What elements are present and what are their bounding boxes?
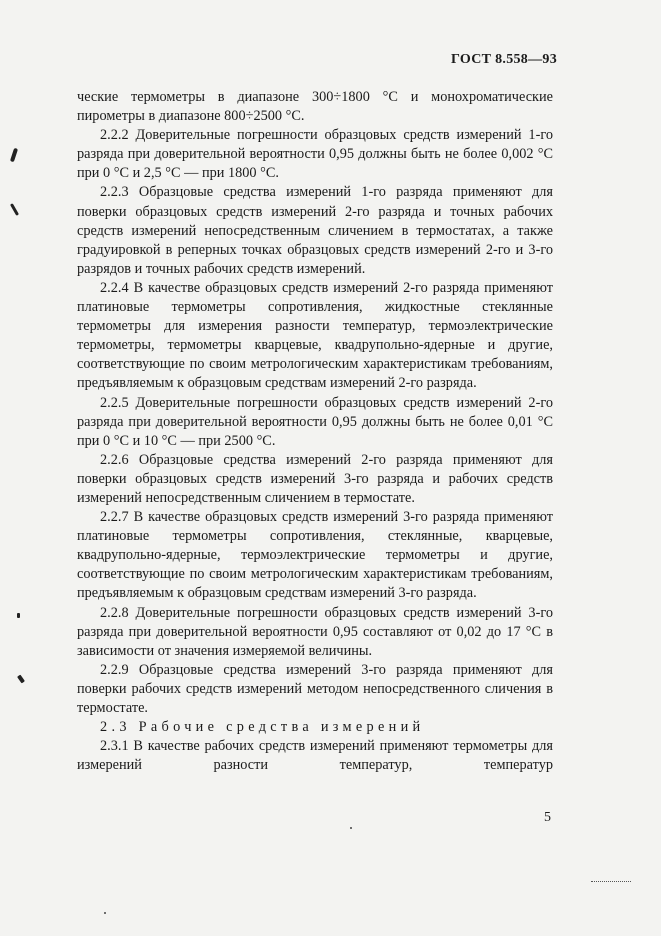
paragraph-2-2-6: 2.2.6 Образцовые средства измерений 2-го разряда применяют для поверки образцовых средств измерений 3-го разряда и рабочих средств измерений непосредственным сличением в термостате. — [77, 451, 553, 506]
paragraph-continuation: ческие термометры в диапазоне 300÷1800 °С и монохроматические пирометры в диапазоне 800÷2500 °С. — [77, 89, 553, 125]
document-body — [77, 88, 553, 775]
scan-dotted-artifact — [591, 881, 631, 882]
margin-pen-mark — [17, 675, 25, 684]
margin-pen-mark — [10, 148, 18, 163]
margin-pen-mark — [10, 203, 19, 216]
paragraph-2-2-7: 2.2.7 В качестве образцовых средств измерений 3-го разряда применяют платиновые термометры сопротивления, стеклянные, кварцевые, квадрупольно-ядерные, термоэлектрические термометры и другие, соответствующие по своим метрологическим характеристикам требованиям, предъявляемым к образцовым средствам измерений 3-го разряда. — [77, 509, 553, 602]
paragraph-2-2-3: 2.2.3 Образцовые средства измерений 1-го разряда применяют для поверки образцовых средств измерений 2-го разряда и точных рабочих средств измерений непосредственным сличением в термостатах, а также градуировкой в реперных точках образцовых средств измерений 2-го и 3-го разрядов и точных рабочих средств измерений. — [77, 184, 553, 277]
paragraph-2-2-5: 2.2.5 Доверительные погрешности образцовых средств измерений 2-го разряда при доверительной вероятности 0,95 должны быть не более 0,01 °С при 0 °С и 10 °С — при 2500 °С. — [77, 394, 553, 449]
scan-speck — [104, 912, 106, 914]
scan-speck — [350, 827, 352, 829]
section-heading-2-3: 2.3 Рабочие средства измерений — [100, 719, 425, 736]
margin-pen-mark — [17, 613, 20, 618]
page-number: 5 — [544, 810, 551, 825]
page-header: ГОСТ 8.558—93 — [451, 52, 557, 67]
paragraph-2-2-8: 2.2.8 Доверительные погрешности образцовых средств измерений 3-го разряда при доверительной вероятности 0,95 составляют от 0,02 до 17 °С в зависимости от значения измеряемой величины. — [77, 604, 553, 659]
paragraph-2-3-1: 2.3.1 В качестве рабочих средств измерений применяют термометры для измерений разности температур, температур — [77, 738, 553, 774]
paragraph-2-2-9: 2.2.9 Образцовые средства измерений 3-го разряда применяют для поверки рабочих средств измерений методом непосредственного сличения в термостате. — [77, 661, 553, 716]
paragraph-2-2-4: 2.2.4 В качестве образцовых средств измерений 2-го разряда применяют платиновые термометры сопротивления, жидкостные стеклянные термометры для измерения разности температур, термоэлектрические термометры, термометры кварцевые, квадрупольно-ядерные и другие, соответствующие по своим метрологическим характеристикам требованиям, предъявляемым к образцовым средствам измерений 2-го разряда. — [77, 279, 553, 392]
paragraph-2-2-2: 2.2.2 Доверительные погрешности образцовых средств измерений 1-го разряда при доверительной вероятности 0,95 должны быть не более 0,002 °С при 0 °С и 2,5 °С — при 1800 °С. — [77, 127, 553, 182]
